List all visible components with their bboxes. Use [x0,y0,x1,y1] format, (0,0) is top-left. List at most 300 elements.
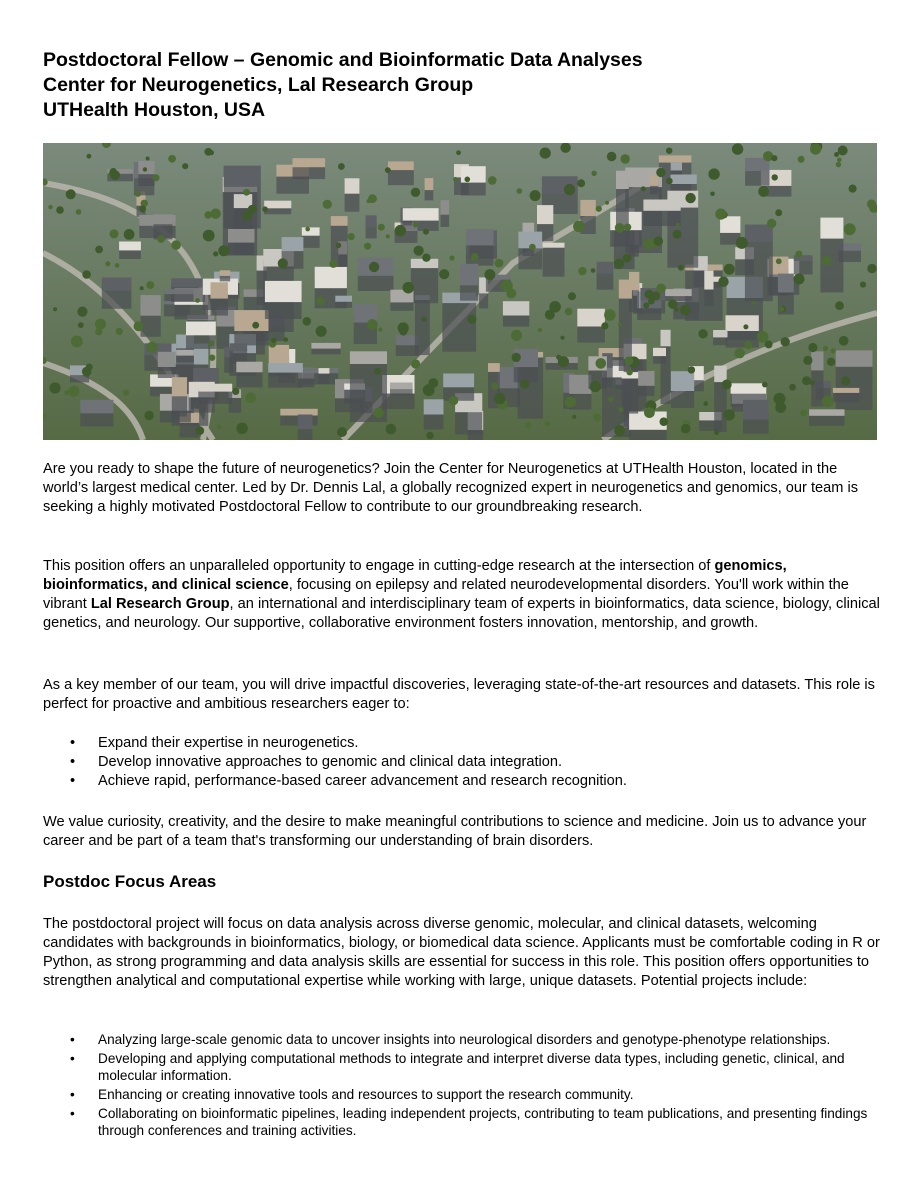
tree-shape [168,155,176,163]
tree-shape [495,259,504,268]
tree-shape [668,300,677,309]
building-shape [138,161,154,186]
tree-shape [520,380,529,389]
building-shape [102,278,132,309]
tree-shape [591,268,596,273]
tree-shape [411,359,420,368]
tree-shape [732,143,743,154]
tree-shape [641,186,646,191]
building-shape [164,289,193,301]
building-shape [335,296,352,308]
building-shape [211,282,228,315]
tree-shape [110,168,117,175]
tree-shape [116,328,123,335]
tree-shape [369,262,379,272]
tree-shape [596,358,607,369]
tree-shape [386,234,390,238]
tree-shape [688,366,695,373]
tree-shape [718,277,728,287]
building-shape [833,388,859,402]
tree-shape [303,317,312,326]
tree-shape [217,425,222,430]
building-shape [726,315,759,347]
building-shape [268,363,303,388]
tree-shape [64,390,69,395]
tree-shape [78,322,84,328]
building-shape [230,343,247,363]
tree-shape [426,432,434,440]
tree-shape [794,274,805,285]
building-shape [638,371,655,396]
tree-shape [449,396,458,405]
tree-shape [213,251,218,256]
tree-shape [772,174,778,180]
tree-shape [395,225,406,236]
building-shape [466,229,494,266]
building-shape [518,232,542,270]
tree-shape [146,157,150,161]
building-shape [743,400,769,434]
tree-shape [105,261,110,266]
tree-shape [644,239,655,250]
tree-shape [316,296,325,305]
tree-shape [685,193,695,203]
intro-paragraph-3: As a key member of our team, you will drive impactful discoveries, leveraging state-of-the-art resources and datasets. This role is perfect for proactive and ambitious researchers eager to: [43,677,875,712]
tree-shape [449,255,454,260]
tree-shape [795,251,802,258]
building-shape [622,372,639,414]
tree-shape [776,258,782,264]
tree-shape [708,168,719,179]
tree-shape [348,233,355,240]
tree-shape [124,229,135,240]
intro-paragraph-4: We value curiosity, creativity, and the desire to make meaningful contributions to science and medicine. Join us to advance your career and be part of a team that's transforming our understanding of brain disorders. [43,814,867,849]
tree-shape [774,393,786,405]
tree-shape [398,322,409,333]
tree-shape [403,282,415,294]
tree-shape [698,329,707,338]
tree-shape [714,430,719,435]
tree-shape [618,323,622,327]
list-item: • Develop innovative approaches to genomic and clinical data integration. [43,753,873,772]
tree-shape [564,184,575,195]
tree-shape [146,281,154,289]
aerial-city-illustration [43,143,877,440]
tree-shape [860,282,866,288]
tree-shape [715,209,726,220]
tree-shape [837,158,842,163]
aerial-campus-photo [43,143,877,440]
building-shape [643,200,680,227]
tree-shape [626,369,632,375]
tree-shape [830,348,835,353]
building-shape [704,271,713,306]
tree-shape [218,245,229,256]
building-shape [460,264,478,301]
tree-shape [625,357,634,366]
building-shape [390,383,413,396]
tree-shape [152,174,159,181]
tree-shape [278,258,288,268]
tree-shape [568,292,576,300]
tree-shape [110,229,119,238]
tree-shape [336,243,342,249]
tree-shape [601,322,608,329]
tree-shape [305,227,310,232]
tree-shape [76,209,82,215]
tree-shape [453,177,458,182]
tree-shape [867,199,876,208]
tree-shape [675,307,679,311]
tree-shape [590,381,601,392]
tree-shape [71,336,83,348]
tree-shape [710,192,715,197]
tree-shape [573,221,585,233]
building-shape [80,400,113,427]
title-center: Center for Neurogenetics, Lal Research Group [43,74,474,96]
tree-shape [656,284,666,294]
tree-shape [781,337,790,346]
tree-shape [681,424,691,434]
tree-shape [608,397,613,402]
tree-shape [660,417,669,426]
building-shape [119,242,141,260]
list-item: • Achieve rapid, performance-based career advancement and research recognition. [43,772,873,791]
tree-shape [135,191,141,197]
tree-shape [822,396,834,408]
building-shape [653,348,666,364]
intro-p2-text-a: This position offers an unparalleled opportunity to engage in cutting-edge research at the intersection of [43,558,715,574]
tree-shape [203,230,215,242]
tree-shape [82,270,91,279]
tree-shape [735,348,745,358]
building-shape [441,200,450,227]
building-shape [264,201,291,215]
tree-shape [283,337,288,342]
tree-shape [827,358,835,366]
tree-shape [666,148,672,154]
building-shape [713,330,727,345]
tree-shape [758,186,769,197]
tree-shape [512,353,521,362]
tree-shape [607,152,617,162]
tree-shape [373,408,383,418]
tree-shape [378,224,385,231]
tree-shape [66,189,76,199]
focus-bullet-list [43,1031,873,1141]
building-shape [503,301,529,326]
building-shape [198,384,232,404]
list-item: • Enhancing or creating innovative tools and resources to support the research community. [43,1086,873,1103]
tree-shape [87,154,92,159]
tree-shape [484,269,495,280]
tree-shape [196,426,205,435]
building-shape [176,350,194,362]
tree-shape [839,336,849,346]
intro-p2-text-e: , an international and interdisciplinary team of experts in bioinformatics, data science, biology, clinical genetics, and neurology. Our supportive, collaborative environment fosters innovation, mentorship, and growth. [43,596,880,631]
tree-shape [385,167,391,173]
tree-shape [835,301,844,310]
building-shape [411,259,438,303]
list-item: • Developing and applying computational methods to integrate and interpret diverse data types, including genetic, clinical, and molecular information. [43,1050,873,1084]
tree-shape [800,409,807,416]
building-shape [172,377,187,416]
building-shape [234,310,268,345]
tree-shape [803,356,812,365]
tree-shape [209,150,214,155]
tree-shape [246,392,257,403]
tree-shape [252,322,259,329]
tree-shape [540,148,551,159]
tree-shape [724,409,735,420]
tree-shape [209,355,215,361]
tree-shape [467,315,476,324]
tree-shape [841,376,850,385]
tree-shape [529,244,536,251]
intro-paragraph-2 [43,557,883,633]
tree-shape [666,178,673,185]
tree-shape [171,240,181,250]
tree-shape [779,306,784,311]
tree-shape [140,286,144,290]
building-shape [714,366,727,432]
building-shape [794,255,813,274]
building-shape [298,415,313,441]
tree-shape [56,206,64,214]
tree-shape [143,167,147,171]
tree-shape [643,302,649,308]
tree-shape [209,340,215,346]
tree-shape [494,393,505,404]
tree-shape [262,206,268,212]
tree-shape [844,223,856,235]
tree-shape [95,246,103,254]
building-shape [577,309,605,343]
building-shape [293,158,326,179]
building-shape [158,352,176,378]
tree-shape [337,427,347,437]
tree-shape [134,321,144,331]
building-shape [425,178,434,200]
tree-shape [232,388,239,395]
tree-shape [614,259,624,269]
list-item: • Expand their expertise in neurogenetics. [43,734,873,753]
tree-shape [414,246,424,256]
tree-shape [316,326,327,337]
tree-shape [823,346,828,351]
tree-shape [577,179,585,187]
tree-shape [204,211,212,219]
tree-shape [144,411,153,420]
tree-shape [367,199,371,203]
tree-shape [703,401,708,406]
tree-shape [157,235,165,243]
tree-shape [834,152,839,157]
building-shape [311,343,340,354]
tree-shape [423,384,435,396]
tree-shape [422,317,427,322]
tree-shape [271,338,276,343]
tree-shape [77,307,87,317]
tree-shape [752,301,756,305]
building-shape [319,368,330,384]
tree-shape [596,206,602,212]
building-shape [366,215,377,238]
tree-shape [86,364,93,371]
tree-shape [488,176,497,185]
tree-shape [53,307,57,311]
building-shape [745,158,769,186]
building-shape [616,171,629,233]
tree-shape [565,396,576,407]
tree-shape [236,423,247,434]
tree-shape [621,154,630,163]
tree-shape [798,156,805,163]
tree-shape [378,327,382,331]
building-shape [820,218,843,293]
tree-shape [757,331,769,343]
tree-shape [525,422,531,428]
tree-shape [545,421,551,427]
tree-shape [838,146,848,156]
building-shape [811,351,823,406]
intro-p2-text-c: , focusing on epilepsy and related neurodevelopmental disorders. You'll work within the vibrant [43,577,849,612]
tree-shape [560,336,564,340]
tree-shape [614,425,625,436]
building-shape [597,262,614,290]
tree-shape [645,290,654,299]
tree-shape [501,280,513,292]
tree-shape [591,171,596,176]
tree-shape [802,376,811,385]
title-location: UTHealth Houston, USA [43,99,266,121]
tree-shape [789,384,796,391]
tree-shape [456,150,461,155]
tree-shape [95,319,106,330]
tree-shape [736,237,748,249]
tree-shape [364,243,371,250]
tree-shape [744,341,753,350]
tree-shape [775,209,782,216]
tree-shape [538,328,542,332]
tree-shape [367,319,378,330]
tree-shape [618,407,623,412]
tree-shape [624,224,631,231]
tree-shape [115,263,120,268]
tree-shape [439,269,449,279]
tree-shape [654,237,663,246]
tree-shape [511,330,522,341]
building-shape [671,371,694,408]
tree-shape [676,223,680,227]
list-item: • Collaborating on bioinformatic pipelines, leading independent projects, contributing to team publications, and presenting findings through conferences and training activities. [43,1105,873,1139]
building-shape [388,161,414,185]
building-shape [302,227,320,248]
building-shape [745,225,773,302]
tree-shape [605,201,609,205]
page-title [43,48,643,123]
building-shape [220,270,231,281]
tree-shape [68,386,79,397]
tree-shape [808,343,817,352]
tree-shape [386,424,397,435]
tree-shape [242,211,252,221]
tree-shape [673,230,682,239]
tree-shape [644,407,655,418]
building-shape [403,208,439,231]
tree-shape [822,256,832,266]
tree-shape [423,229,429,235]
tree-shape [724,264,735,275]
tree-shape [836,162,841,167]
tree-shape [338,163,345,170]
tree-shape [323,200,332,209]
tree-shape [565,308,573,316]
tree-shape [771,155,777,161]
tree-shape [556,355,561,360]
intro-p2-bold-fields: genomics, bioinformatics, and clinical science [43,558,787,593]
tree-shape [604,309,616,321]
tree-shape [722,380,732,390]
tree-shape [413,222,418,227]
tree-shape [545,310,555,320]
tree-shape [762,382,768,388]
intro-p2-bold-group: Lal Research Group [90,596,230,612]
tree-shape [572,415,576,419]
tree-shape [530,190,541,201]
building-shape [265,281,302,319]
tree-shape [593,413,601,421]
building-shape [809,409,844,426]
building-shape [650,175,658,194]
intro-paragraph-1: Are you ready to shape the future of neurogenetics? Join the Center for Neurogenetics at UTHealth Houston, located in the world’s largest medical center. Led by Dr. Dennis Lal, a globally recognized expert in neurogenetics and genomics, our team is seeking a highly motivated Postdoctoral Fellow to contribute to our groundbreaking research. [43,461,858,515]
tree-shape [623,254,632,263]
tree-shape [491,383,498,390]
building-shape [415,295,430,355]
tree-shape [182,163,188,169]
tree-shape [374,368,381,375]
tree-shape [147,342,158,353]
tree-shape [49,382,60,393]
building-shape [424,399,444,429]
tree-shape [195,298,200,303]
tree-shape [849,185,857,193]
building-shape [345,178,360,211]
tree-shape [767,219,776,228]
tree-shape [329,260,337,268]
tree-shape [139,205,146,212]
tree-shape [678,265,684,271]
tree-shape [123,390,129,396]
focus-heading: Postdoc Focus Areas [43,872,217,891]
building-shape [661,330,671,404]
building-shape [228,229,255,255]
tree-shape [810,144,821,155]
intro-bullet-list [43,734,873,791]
building-shape [443,374,474,401]
tree-shape [615,223,625,233]
list-item: • Analyzing large-scale genomic data to uncover insights into neurological disorders and genotype-phenotype relationships. [43,1031,873,1048]
tree-shape [243,189,250,196]
tree-shape [211,209,221,219]
tree-shape [471,253,479,261]
tree-shape [422,254,430,262]
tree-shape [578,267,586,275]
tree-shape [48,205,52,209]
building-shape [543,243,565,277]
tree-shape [411,188,420,197]
title-position: Postdoctoral Fellow – Genomic and Bioinformatic Data Analyses [43,49,643,71]
